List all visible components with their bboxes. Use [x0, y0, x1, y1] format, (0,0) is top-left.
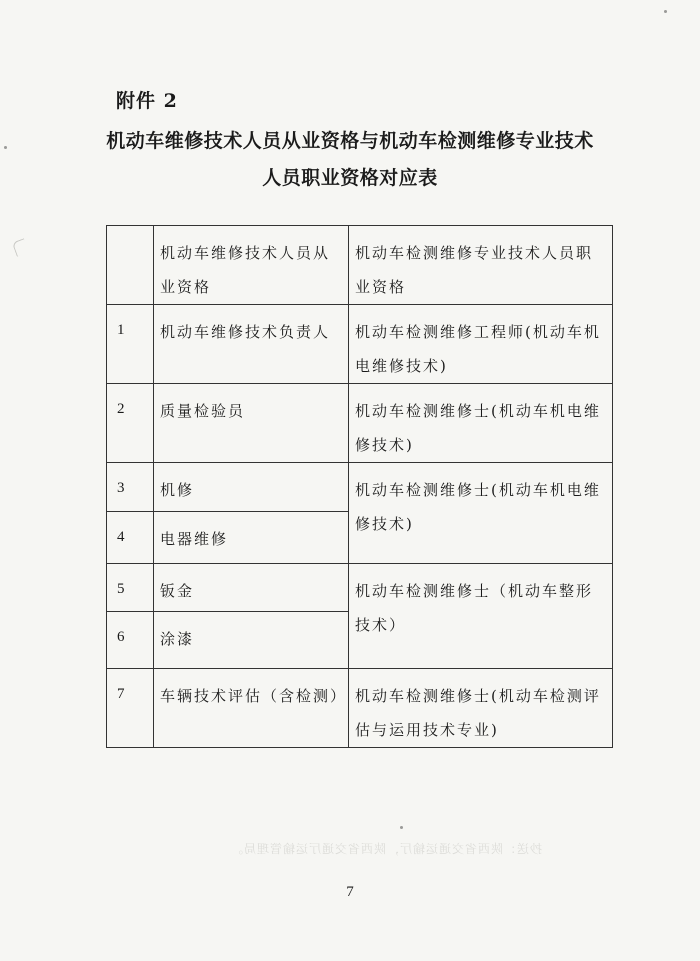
professional-qualification-cell: 机动车检测维修工程师(机动车机电维修技术) [349, 305, 613, 384]
document-title-line-2: 人员职业资格对应表 [262, 167, 438, 189]
document-title-line-1: 机动车维修技术人员从业资格与机动车检测维修专业技术 [106, 130, 594, 152]
repair-qualification-cell: 质量检验员 [154, 384, 349, 463]
row-index: 1 [107, 305, 154, 384]
paper-speck [664, 10, 667, 13]
repair-qualification-cell: 机修 [154, 463, 349, 512]
paper-speck [400, 826, 403, 829]
professional-qualification-cell-merged: 机动车检测维修士（机动车整形技术） [349, 564, 613, 669]
table-row [107, 564, 613, 612]
row-index: 7 [107, 669, 154, 748]
professional-qualification-cell: 机动车检测维修士(机动车机电维修技术) [349, 384, 613, 463]
header-cell-index [107, 226, 154, 305]
bleed-through-text: 抄送：陕西省交通运输厅，陕西省交通厅运输管理局。 [230, 842, 543, 856]
professional-qualification-cell-merged: 机动车检测维修士(机动车机电维修技术) [349, 463, 613, 564]
row-index: 4 [107, 512, 154, 564]
paper-smudge [12, 238, 29, 257]
row-index: 5 [107, 564, 154, 612]
row-index: 3 [107, 463, 154, 512]
table-row [107, 463, 613, 512]
table-row [107, 384, 613, 463]
row-index: 2 [107, 384, 154, 463]
repair-qualification-cell: 机动车维修技术负责人 [154, 305, 349, 384]
repair-qualification-cell: 涂漆 [154, 612, 349, 669]
table-row [107, 305, 613, 384]
row-index: 6 [107, 612, 154, 669]
table-row [107, 669, 613, 748]
header-cell-professional-qualification: 机动车检测维修专业技术人员职业资格 [349, 226, 613, 305]
header-cell-repair-qualification: 机动车维修技术人员从业资格 [154, 226, 349, 305]
repair-qualification-cell: 车辆技术评估（含检测） [154, 669, 349, 748]
page-number: 7 [346, 884, 354, 900]
attachment-label: 附件 2 [116, 90, 178, 112]
table-header-row [107, 226, 613, 305]
professional-qualification-cell: 机动车检测维修士(机动车检测评估与运用技术专业) [349, 669, 613, 748]
repair-qualification-cell: 电器维修 [154, 512, 349, 564]
qualification-mapping-table [106, 225, 613, 748]
repair-qualification-cell: 钣金 [154, 564, 349, 612]
